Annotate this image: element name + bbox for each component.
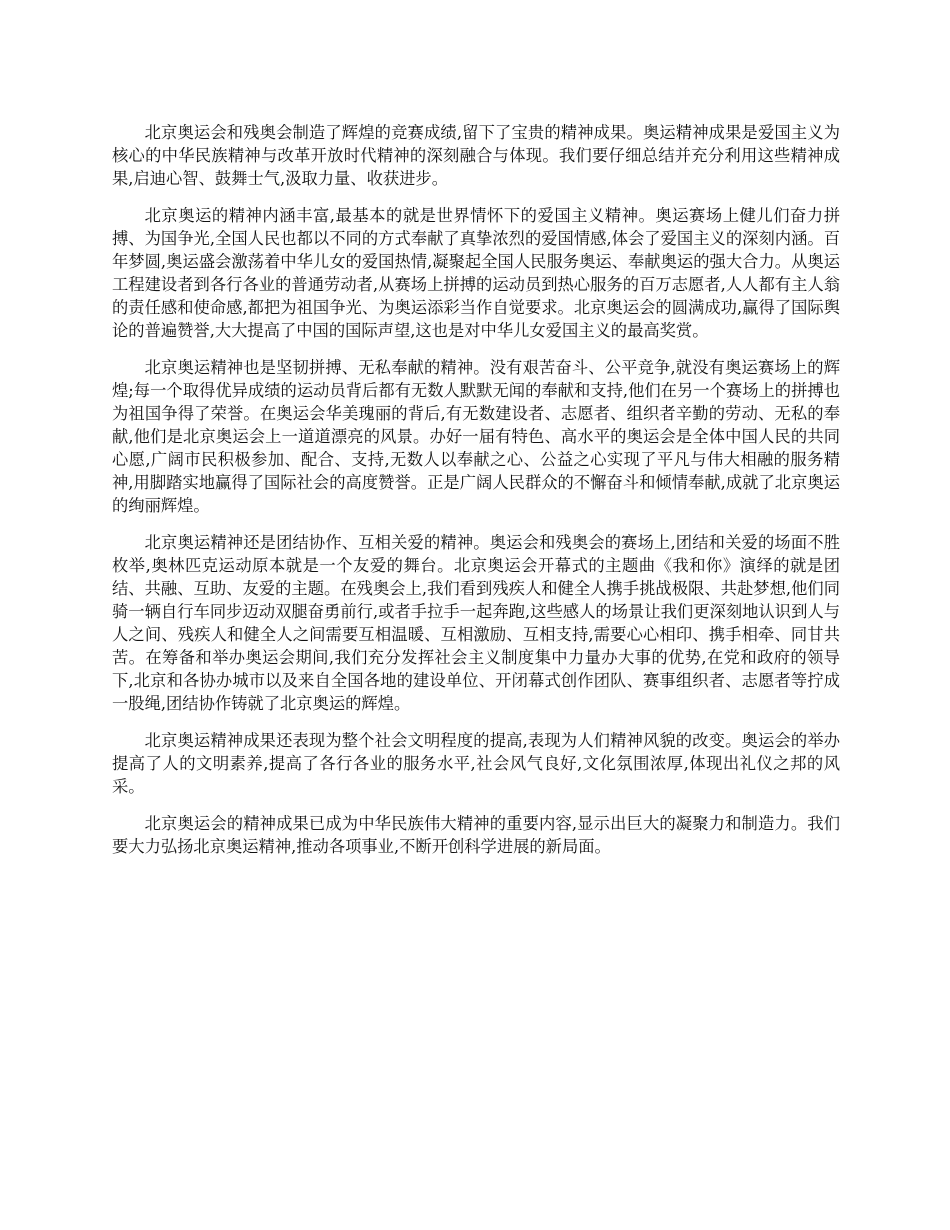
- paragraph-3: 北京奥运精神也是坚韧拼搏、无私奉献的精神。没有艰苦奋斗、公平竞争,就没有奥运赛场上的辉煌;每一个取得优异成绩的运动员背后都有无数人默默无闻的奉献和支持,他们在另一个赛场上的拼搏也为祖国争得了荣誉。在奥运会华美瑰丽的背后,有无数建设者、志愿者、组织者辛勤的劳动、无私的奉献,他们是北京奥运会上一道道漂亮的风景。办好一届有特色、高水平的奥运会是全体中国人民的共同心愿,广阔市民积极参加、配合、支持,无数人以奉献之心、公益之心实现了平凡与伟大相融的服务精神,用脚踏实地赢得了国际社会的高度赞誉。正是广阔人民群众的不懈奋斗和倾情奉献,成就了北京奥运的绚丽辉煌。: [112, 358, 840, 515]
- paragraph-5: 北京奥运精神成果还表现为整个社会文明程度的提高,表现为人们精神风貌的改变。奥运会的举办提高了人的文明素养,提高了各行各业的服务水平,社会风气良好,文化氛围浓厚,体现出礼仪之邦的风采。: [112, 731, 840, 796]
- document-page: [112, 121, 840, 872]
- paragraph-4: 北京奥运精神还是团结协作、互相关爱的精神。奥运会和残奥会的赛场上,团结和关爱的场面不胜枚举,奥林匹克运动原本就是一个友爱的舞台。北京奥运会开幕式的主题曲《我和你》演绎的就是团结、共融、互助、友爱的主题。在残奥会上,我们看到残疾人和健全人携手挑战极限、共赴梦想,他们同骑一辆自行车同步迈动双腿奋勇前行,或者手拉手一起奔跑,这些感人的场景让我们更深刻地认识到人与人之间、残疾人和健全人之间需要互相温暖、互相激励、互相支持,需要心心相印、携手相牵、同甘共苦。在筹备和举办奥运会期间,我们充分发挥社会主义制度集中力量办大事的优势,在党和政府的领导下,北京和各协办城市以及来自全国各地的建设单位、开闭幕式创作团队、赛事组织者、志愿者等拧成一股绳,团结协作铸就了北京奥运的辉煌。: [112, 533, 840, 713]
- paragraph-6: 北京奥运会的精神成果已成为中华民族伟大精神的重要内容,显示出巨大的凝聚力和制造力。我们要大力弘扬北京奥运精神,推动各项事业,不断开创科学进展的新局面。: [112, 814, 840, 856]
- paragraph-2: 北京奥运的精神内涵丰富,最基本的就是世界情怀下的爱国主义精神。奥运赛场上健儿们奋力拼搏、为国争光,全国人民也都以不同的方式奉献了真挚浓烈的爱国情感,体会了爱国主义的深刻内涵。百年梦圆,奥运盛会激荡着中华儿女的爱国热情,凝聚起全国人民服务奥运、奉献奥运的强大合力。从奥运工程建设者到各行各业的普通劳动者,从赛场上拼搏的运动员到热心服务的百万志愿者,人人都有主人翁的责任感和使命感,都把为祖国争光、为奥运添彩当作自觉要求。北京奥运会的圆满成功,赢得了国际舆论的普遍赞誉,大大提高了中国的国际声望,这也是对中华儿女爱国主义的最高奖赏。: [112, 206, 840, 340]
- paragraph-1: 北京奥运会和残奥会制造了辉煌的竞赛成绩,留下了宝贵的精神成果。奥运精神成果是爱国主义为核心的中华民族精神与改革开放时代精神的深刻融合与体现。我们要仔细总结并充分利用这些精神成果,启迪心智、鼓舞士气,汲取力量、收获进步。: [112, 123, 840, 188]
